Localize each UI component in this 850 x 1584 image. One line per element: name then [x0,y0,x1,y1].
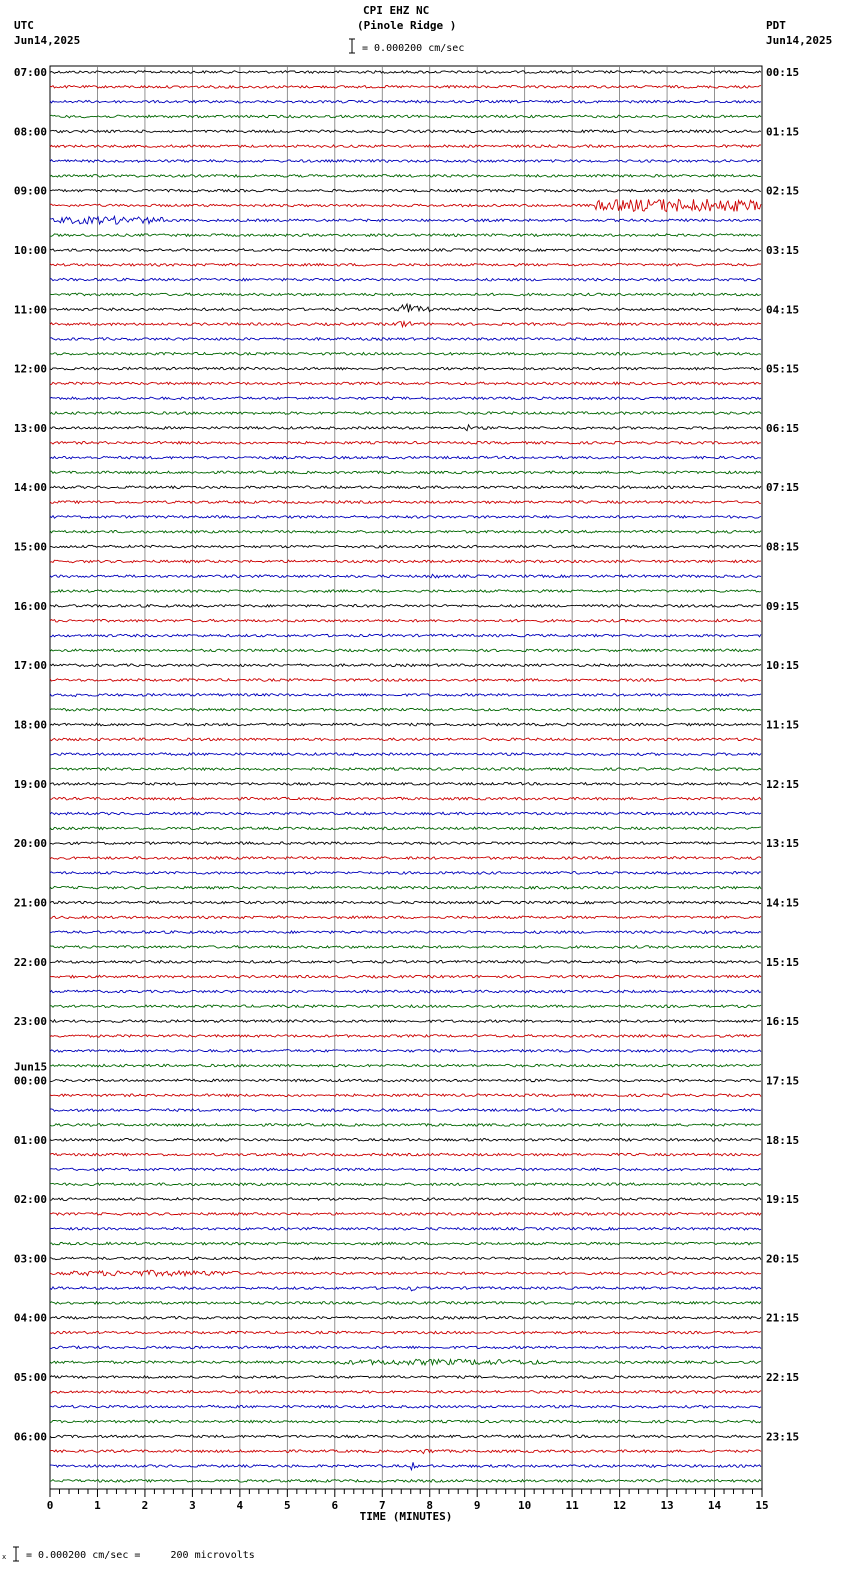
right-timezone: PDT [766,19,786,32]
seismic-trace [50,1316,761,1319]
utc-hour-label: 15:00 [13,540,47,554]
pdt-hour-label: 15:15 [766,955,800,969]
scale-text: = 0.000200 cm/sec [362,43,465,54]
x-tick-label: 2 [141,1499,149,1512]
x-tick-label: 1 [94,1499,101,1512]
pdt-hour-label: 23:15 [766,1430,800,1444]
pdt-hour-label: 11:15 [766,718,800,732]
seismic-trace [50,501,761,504]
seismic-trace [50,367,761,370]
utc-hour-label: 04:00 [13,1311,47,1325]
seismic-trace [50,1302,761,1305]
x-tick-label: 7 [378,1499,386,1512]
seismic-trace [50,397,761,400]
utc-hour-label: 07:00 [13,66,47,79]
seismic-trace [50,189,761,192]
utc-hour-label: 19:00 [13,777,47,791]
pdt-hour-label: 05:15 [766,362,800,376]
seismic-trace [50,1405,761,1408]
x-tick-label: 8 [426,1499,434,1512]
seismic-trace [50,145,761,148]
seismic-trace [50,471,761,474]
seismic-trace [50,516,761,519]
x-tick-label: 5 [284,1499,291,1512]
seismic-trace [50,293,761,296]
seismic-trace [50,619,761,622]
utc-hour-label: 21:00 [13,896,47,910]
pdt-hour-label: 21:15 [766,1311,800,1325]
pdt-hour-label: 09:15 [766,599,800,613]
seismic-trace [50,234,761,237]
seismic-trace [50,1124,761,1127]
seismic-trace [50,574,761,578]
x-tick-label: 0 [46,1499,54,1512]
seismic-trace [50,1020,761,1023]
seismic-trace [50,86,761,89]
seismic-trace [50,130,761,133]
seismic-trace [50,1480,761,1483]
seismic-trace [50,1376,761,1379]
seismic-trace [50,664,761,667]
station-title: CPI EHZ NC [363,4,430,17]
footer-scale [2,1546,255,1579]
x-tick-label: 14 [707,1499,722,1512]
seismic-trace [50,1050,761,1053]
seismic-trace [50,768,761,771]
seismic-trace [50,1183,761,1186]
pdt-hour-label: 20:15 [766,1252,800,1266]
x-tick-label: 10 [518,1499,532,1512]
seismic-trace [50,649,761,652]
seismic-trace [50,1153,761,1156]
seismic-trace [50,1035,761,1038]
seismic-trace [50,708,761,711]
pdt-hour-label: 12:15 [766,777,800,791]
utc-hour-label: 08:00 [13,125,47,139]
seismic-trace [50,530,761,533]
date-change-label: Jun15 [14,1060,48,1074]
pdt-hour-label: 00:15 [766,66,800,79]
seismic-trace [50,1242,761,1245]
x-axis-label: TIME (MINUTES) [359,1510,453,1523]
seismic-trace [50,1331,761,1334]
seismic-trace [50,115,761,118]
seismic-trace [50,425,761,431]
x-tick-label: 11 [565,1499,579,1512]
seismic-trace [50,175,761,178]
utc-hour-label: 05:00 [13,1371,47,1385]
seismic-trace [50,605,761,608]
seismic-trace [50,249,761,252]
seismic-trace [50,812,761,815]
seismic-trace [50,486,761,489]
seismic-trace [50,304,761,312]
seismic-trace [50,975,761,978]
seismic-trace [50,857,761,860]
seismic-trace [50,590,761,593]
utc-hour-label: 06:00 [13,1430,47,1444]
seismic-trace [50,1094,761,1097]
seismic-trace [50,931,761,934]
seismic-trace [50,545,761,548]
seismic-trace [50,71,761,74]
left-timezone: UTC [14,19,34,32]
pdt-hour-label: 07:15 [766,481,800,495]
x-tick-label: 4 [236,1499,244,1512]
seismic-trace [50,160,761,163]
seismic-trace [50,916,761,919]
pdt-hour-label: 01:15 [766,125,800,139]
footer-scale-text: = 0.000200 cm/sec = 200 microvolts [26,1550,255,1561]
pdt-hour-label: 13:15 [766,837,800,851]
x-tick-label: 9 [473,1499,481,1512]
pdt-hour-label: 03:15 [766,243,800,257]
seismic-trace [50,560,761,563]
pdt-hour-label: 10:15 [766,659,800,673]
x-tick-label: 12 [612,1499,627,1512]
seismic-trace [50,1257,761,1260]
pdt-hour-label: 22:15 [766,1371,800,1385]
seismic-trace [50,679,761,682]
site-name: (Pinole Ridge ) [357,19,457,32]
footer-scale-bar-icon [2,1546,24,1562]
x-tick-label: 15 [755,1499,769,1512]
seismic-trace [50,100,761,103]
seismic-trace [50,442,761,445]
utc-hour-label: 00:00 [13,1074,47,1088]
seismic-trace [50,1359,761,1365]
seismic-trace [50,634,761,637]
seismic-trace [50,1064,761,1067]
seismic-trace [50,382,761,385]
utc-hour-label: 01:00 [13,1133,47,1147]
seismic-trace [50,738,761,741]
utc-hour-label: 09:00 [13,184,47,198]
seismic-trace [50,946,761,949]
seismic-trace [50,1109,761,1112]
seismic-trace [50,216,761,224]
seismic-trace [50,1435,761,1438]
pdt-hour-label: 04:15 [766,303,800,317]
seismic-trace [50,353,761,356]
left-date: Jun14,2025 [14,34,81,47]
utc-hour-label: 23:00 [13,1015,47,1029]
seismic-trace [50,1005,761,1008]
pdt-hour-label: 16:15 [766,1015,800,1029]
right-date: Jun14,2025 [766,34,833,47]
seismic-trace [50,1227,761,1230]
seismic-trace [50,278,761,281]
x-tick-label: 6 [331,1499,339,1512]
seismic-trace [50,1139,761,1142]
seismic-trace [50,1346,761,1349]
utc-hour-label: 10:00 [13,243,47,257]
utc-hour-label: 02:00 [13,1193,47,1207]
seismic-trace [50,842,761,845]
seismic-trace [50,797,761,800]
pdt-hour-label: 02:15 [766,184,800,198]
utc-hour-label: 22:00 [13,955,47,969]
seismic-trace [50,1198,761,1201]
utc-hour-label: 11:00 [13,303,47,317]
utc-hour-label: 16:00 [13,599,47,613]
seismic-trace [50,872,761,875]
seismic-trace [50,338,761,341]
seismic-trace [50,886,761,889]
utc-hour-label: 14:00 [13,481,47,495]
seismic-trace [50,322,761,327]
seismic-trace [50,1270,761,1276]
pdt-hour-label: 18:15 [766,1133,800,1147]
seismic-trace [50,753,761,756]
seismic-trace [50,961,761,964]
utc-hour-label: 12:00 [13,362,47,376]
utc-hour-label: 03:00 [13,1252,47,1266]
x-tick-label: 13 [660,1499,674,1512]
seismic-trace [50,1079,761,1082]
pdt-hour-label: 08:15 [766,540,800,554]
pdt-hour-label: 06:15 [766,421,800,435]
pdt-hour-label: 17:15 [766,1074,800,1088]
utc-hour-label: 13:00 [13,421,47,435]
utc-hour-label: 17:00 [13,659,47,673]
seismic-trace [50,1213,761,1216]
seismic-trace [50,1420,761,1423]
seismic-trace [50,1287,761,1291]
seismic-trace [50,783,761,786]
seismic-trace [50,723,761,726]
pdt-hour-label: 19:15 [766,1193,800,1207]
seismic-trace [50,990,761,993]
pdt-hour-label: 14:15 [766,896,800,910]
seismic-trace [50,1391,761,1394]
svg-text:x: x [2,1553,7,1561]
seismic-trace [50,827,761,830]
x-tick-label: 3 [189,1499,196,1512]
seismic-trace [50,199,761,211]
utc-hour-label: 18:00 [13,718,47,732]
seismic-trace [50,1449,761,1453]
seismic-trace [50,1168,761,1171]
seismic-trace [50,694,761,697]
utc-hour-label: 20:00 [13,837,47,851]
seismic-trace [50,456,761,459]
seismic-trace [50,412,761,415]
seismic-trace [50,901,761,904]
seismic-trace [50,264,761,267]
seismic-trace [50,1462,761,1470]
